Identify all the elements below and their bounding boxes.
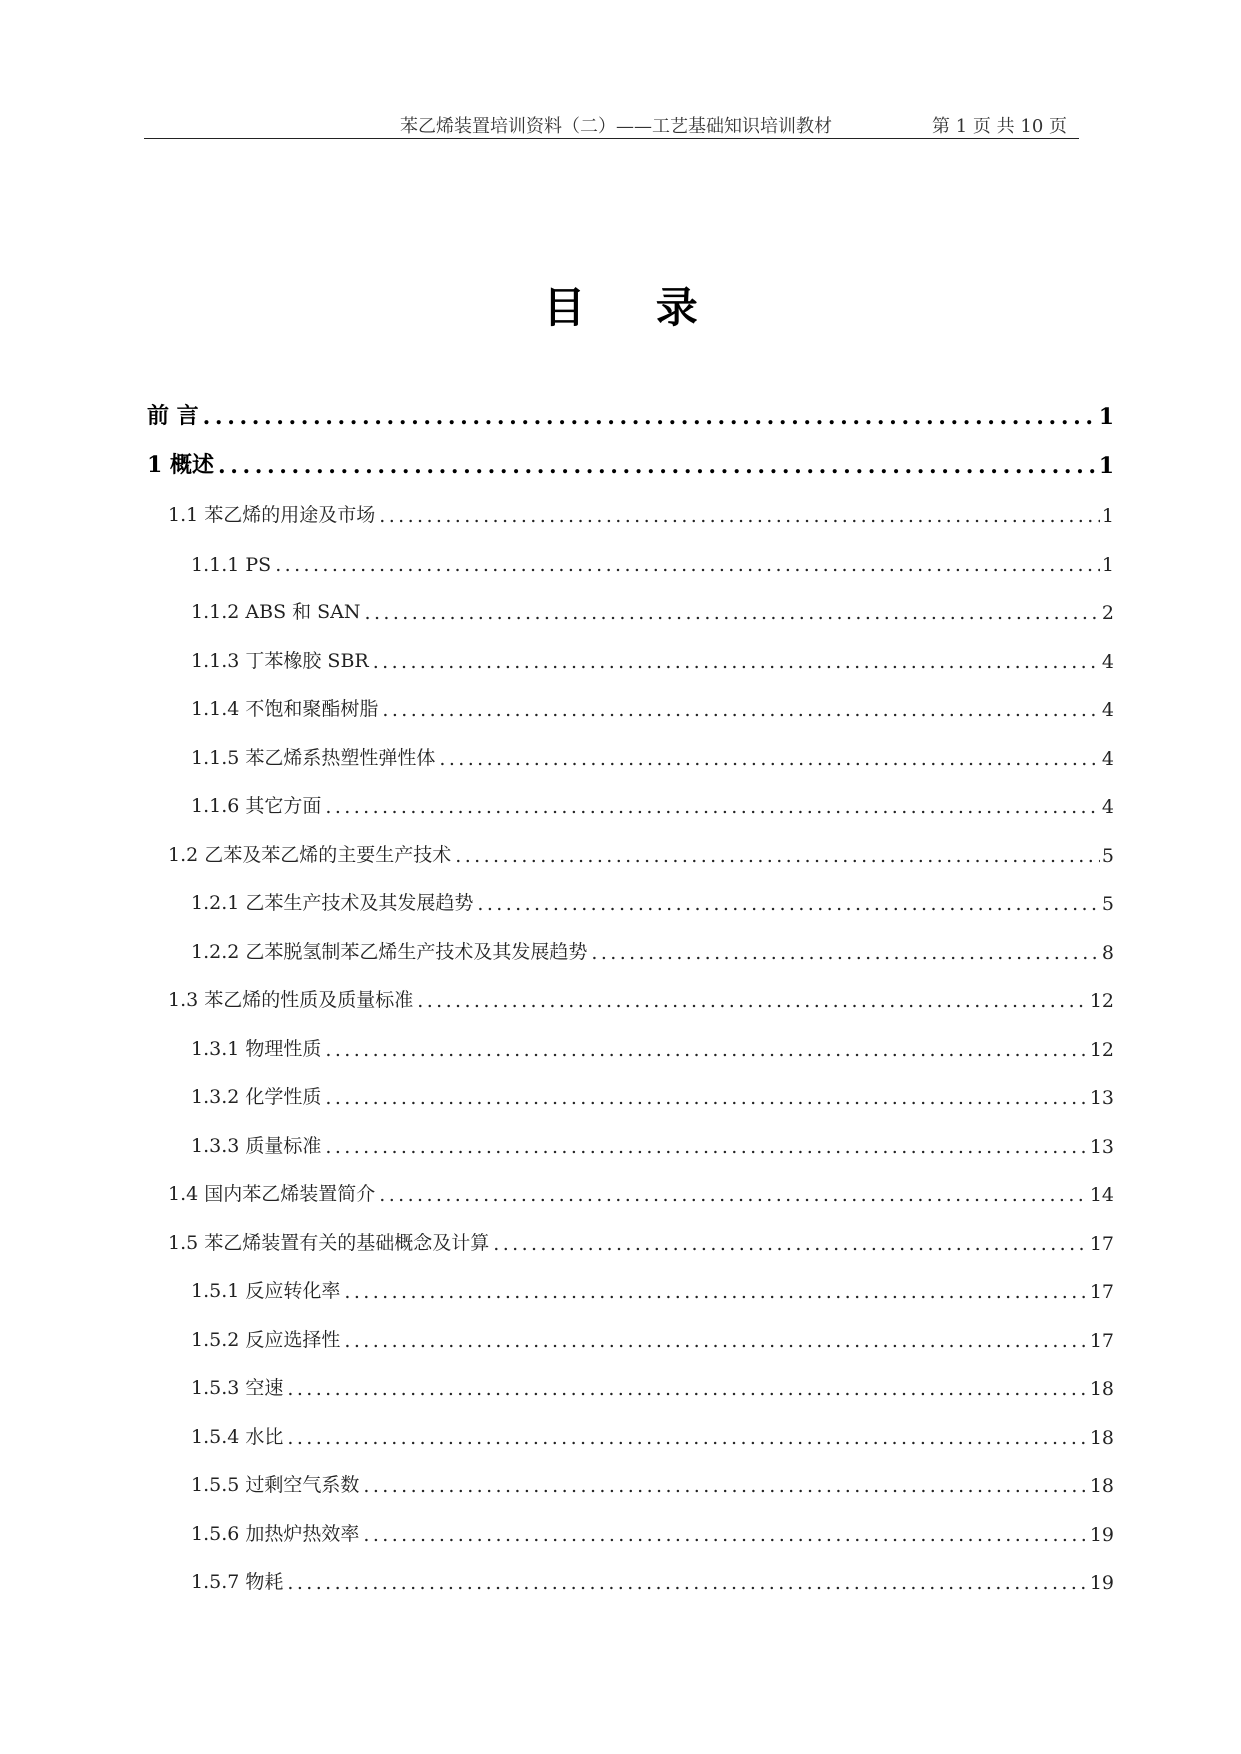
toc-dot-leader (287, 1572, 1087, 1594)
toc-entry-label: 1.5.1 反应转化率 (191, 1280, 341, 1302)
toc-dot-leader (275, 554, 1100, 576)
toc-entry[interactable] (168, 1223, 1114, 1255)
toc-dot-leader (591, 942, 1100, 964)
toc-dot-leader (344, 1281, 1087, 1303)
header-title: 苯乙烯装置培训资料（二）——工艺基础知识培训教材 (400, 116, 832, 137)
toc-entry-label: 前 言 (147, 403, 199, 429)
toc-dot-leader (287, 1378, 1087, 1400)
toc-entry-label: 1.1.2 ABS 和 SAN (191, 601, 361, 623)
toc-dot-leader (287, 1427, 1087, 1449)
toc-entry[interactable] (191, 1417, 1114, 1449)
toc-entry[interactable] (191, 1514, 1114, 1546)
toc-dot-leader (218, 453, 1097, 479)
toc-dot-leader (382, 699, 1100, 721)
toc-dot-leader (477, 893, 1100, 915)
page-header (144, 108, 1079, 139)
toc-dot-leader (325, 1039, 1087, 1061)
toc-entry-page-number: 8 (1101, 941, 1114, 964)
toc-dot-leader (455, 845, 1100, 867)
toc-dot-leader (493, 1233, 1088, 1255)
toc-entry[interactable] (168, 1174, 1114, 1206)
toc-entry-label: 1.4 国内苯乙烯装置简介 (168, 1183, 376, 1205)
toc-entry-page-number: 19 (1089, 1572, 1114, 1594)
toc-entry[interactable] (191, 1271, 1114, 1303)
toc-entry[interactable] (191, 1077, 1114, 1109)
toc-entry-page-number: 5 (1101, 844, 1114, 867)
toc-entry[interactable] (191, 1126, 1114, 1158)
toc-dot-leader (417, 990, 1088, 1012)
toc-entry[interactable] (147, 447, 1114, 479)
toc-dot-leader (325, 1136, 1087, 1158)
toc-entry-label: 1.3.3 质量标准 (191, 1134, 322, 1157)
toc-entry-label: 1.1 苯乙烯的用途及市场 (168, 504, 376, 526)
toc-entry-label: 1 概述 (147, 451, 214, 478)
toc-dot-leader (203, 404, 1097, 430)
toc-entry[interactable] (191, 544, 1114, 576)
toc-entry-label: 1.2 乙苯及苯乙烯的主要生产技术 (168, 843, 452, 866)
toc-entry[interactable] (191, 592, 1114, 624)
toc-entry[interactable] (147, 398, 1114, 430)
toc-entry[interactable] (168, 495, 1114, 527)
toc-entry-page-number: 18 (1089, 1378, 1114, 1400)
toc-entry-label: 1.2.2 乙苯脱氢制苯乙烯生产技术及其发展趋势 (191, 940, 588, 963)
toc-entry-label: 1.1.5 苯乙烯系热塑性弹性体 (191, 746, 436, 769)
toc-entry[interactable] (191, 883, 1114, 915)
toc-entry-page-number: 12 (1089, 1038, 1114, 1061)
toc-entry-page-number: 1 (1098, 452, 1114, 479)
toc-entry-label: 1.1.1 PS (191, 553, 272, 576)
toc-dot-leader (379, 505, 1100, 527)
toc-entry[interactable] (191, 641, 1114, 673)
toc-entry-label: 1.3.1 物理性质 (191, 1037, 322, 1060)
toc-entry[interactable] (168, 980, 1114, 1012)
toc-dot-leader (363, 1524, 1087, 1546)
toc-dot-leader (373, 651, 1100, 673)
toc-entry-page-number: 17 (1089, 1329, 1114, 1352)
toc-entry-page-number: 13 (1089, 1135, 1114, 1158)
toc-entry-label: 1.3.2 化学性质 (191, 1086, 322, 1108)
toc-dot-leader (439, 748, 1100, 770)
toc-entry[interactable] (191, 1465, 1114, 1497)
toc-dot-leader (325, 796, 1100, 818)
toc-entry-page-number: 2 (1101, 602, 1114, 624)
toc-entry-page-number: 5 (1101, 893, 1114, 915)
toc-entry-page-number: 1 (1098, 404, 1114, 430)
header-page-info: 第 1 页 共 10 页 (932, 116, 1067, 137)
toc-entry-page-number: 1 (1101, 505, 1114, 527)
toc-dot-leader (365, 602, 1100, 624)
toc-entry-page-number: 17 (1089, 1232, 1114, 1255)
toc-entry-label: 1.5.7 物耗 (191, 1571, 284, 1593)
toc-entry[interactable] (191, 689, 1114, 721)
toc-entry-page-number: 4 (1101, 650, 1114, 673)
toc-entry-page-number: 12 (1089, 990, 1114, 1012)
toc-entry[interactable] (191, 1320, 1114, 1352)
toc-entry-label: 1.5.3 空速 (191, 1377, 284, 1399)
toc-dot-leader (325, 1087, 1087, 1109)
toc-entry-page-number: 18 (1089, 1426, 1114, 1449)
toc-entry[interactable] (191, 1029, 1114, 1061)
toc-entry[interactable] (191, 738, 1114, 770)
toc-entry-label: 1.1.6 其它方面 (191, 795, 322, 817)
toc-entry-label: 1.5.5 过剩空气系数 (191, 1474, 360, 1496)
toc-entry[interactable] (191, 786, 1114, 818)
toc-dot-leader (363, 1475, 1087, 1497)
toc-entry-page-number: 4 (1101, 747, 1114, 770)
toc-entry[interactable] (191, 932, 1114, 964)
toc-entry-label: 1.1.3 丁苯橡胶 SBR (191, 649, 369, 672)
toc-entry-page-number: 19 (1089, 1523, 1114, 1546)
toc-entry-page-number: 1 (1101, 553, 1114, 576)
toc-dot-leader (344, 1330, 1087, 1352)
toc-entry-page-number: 17 (1089, 1281, 1114, 1303)
toc-entry-label: 1.2.1 乙苯生产技术及其发展趋势 (191, 892, 474, 914)
toc-entry-label: 1.3 苯乙烯的性质及质量标准 (168, 989, 414, 1011)
toc-entry-label: 1.5.6 加热炉热效率 (191, 1522, 360, 1545)
toc-entry-page-number: 18 (1089, 1475, 1114, 1497)
toc-entry-page-number: 4 (1101, 699, 1114, 721)
toc-entry-label: 1.1.4 不饱和聚酯树脂 (191, 698, 379, 720)
toc-entry-page-number: 4 (1101, 796, 1114, 818)
toc-dot-leader (379, 1184, 1088, 1206)
document-title: 目 录 (543, 283, 726, 332)
toc-entry[interactable] (191, 1562, 1114, 1594)
toc-entry-label: 1.5.2 反应选择性 (191, 1328, 341, 1351)
toc-entry-label: 1.5.4 水比 (191, 1425, 284, 1448)
toc-entry-page-number: 14 (1089, 1184, 1114, 1206)
toc-entry-page-number: 13 (1089, 1087, 1114, 1109)
toc-entry[interactable] (191, 1368, 1114, 1400)
toc-entry-label: 1.5 苯乙烯装置有关的基础概念及计算 (168, 1231, 490, 1254)
toc-entry[interactable] (168, 835, 1114, 867)
